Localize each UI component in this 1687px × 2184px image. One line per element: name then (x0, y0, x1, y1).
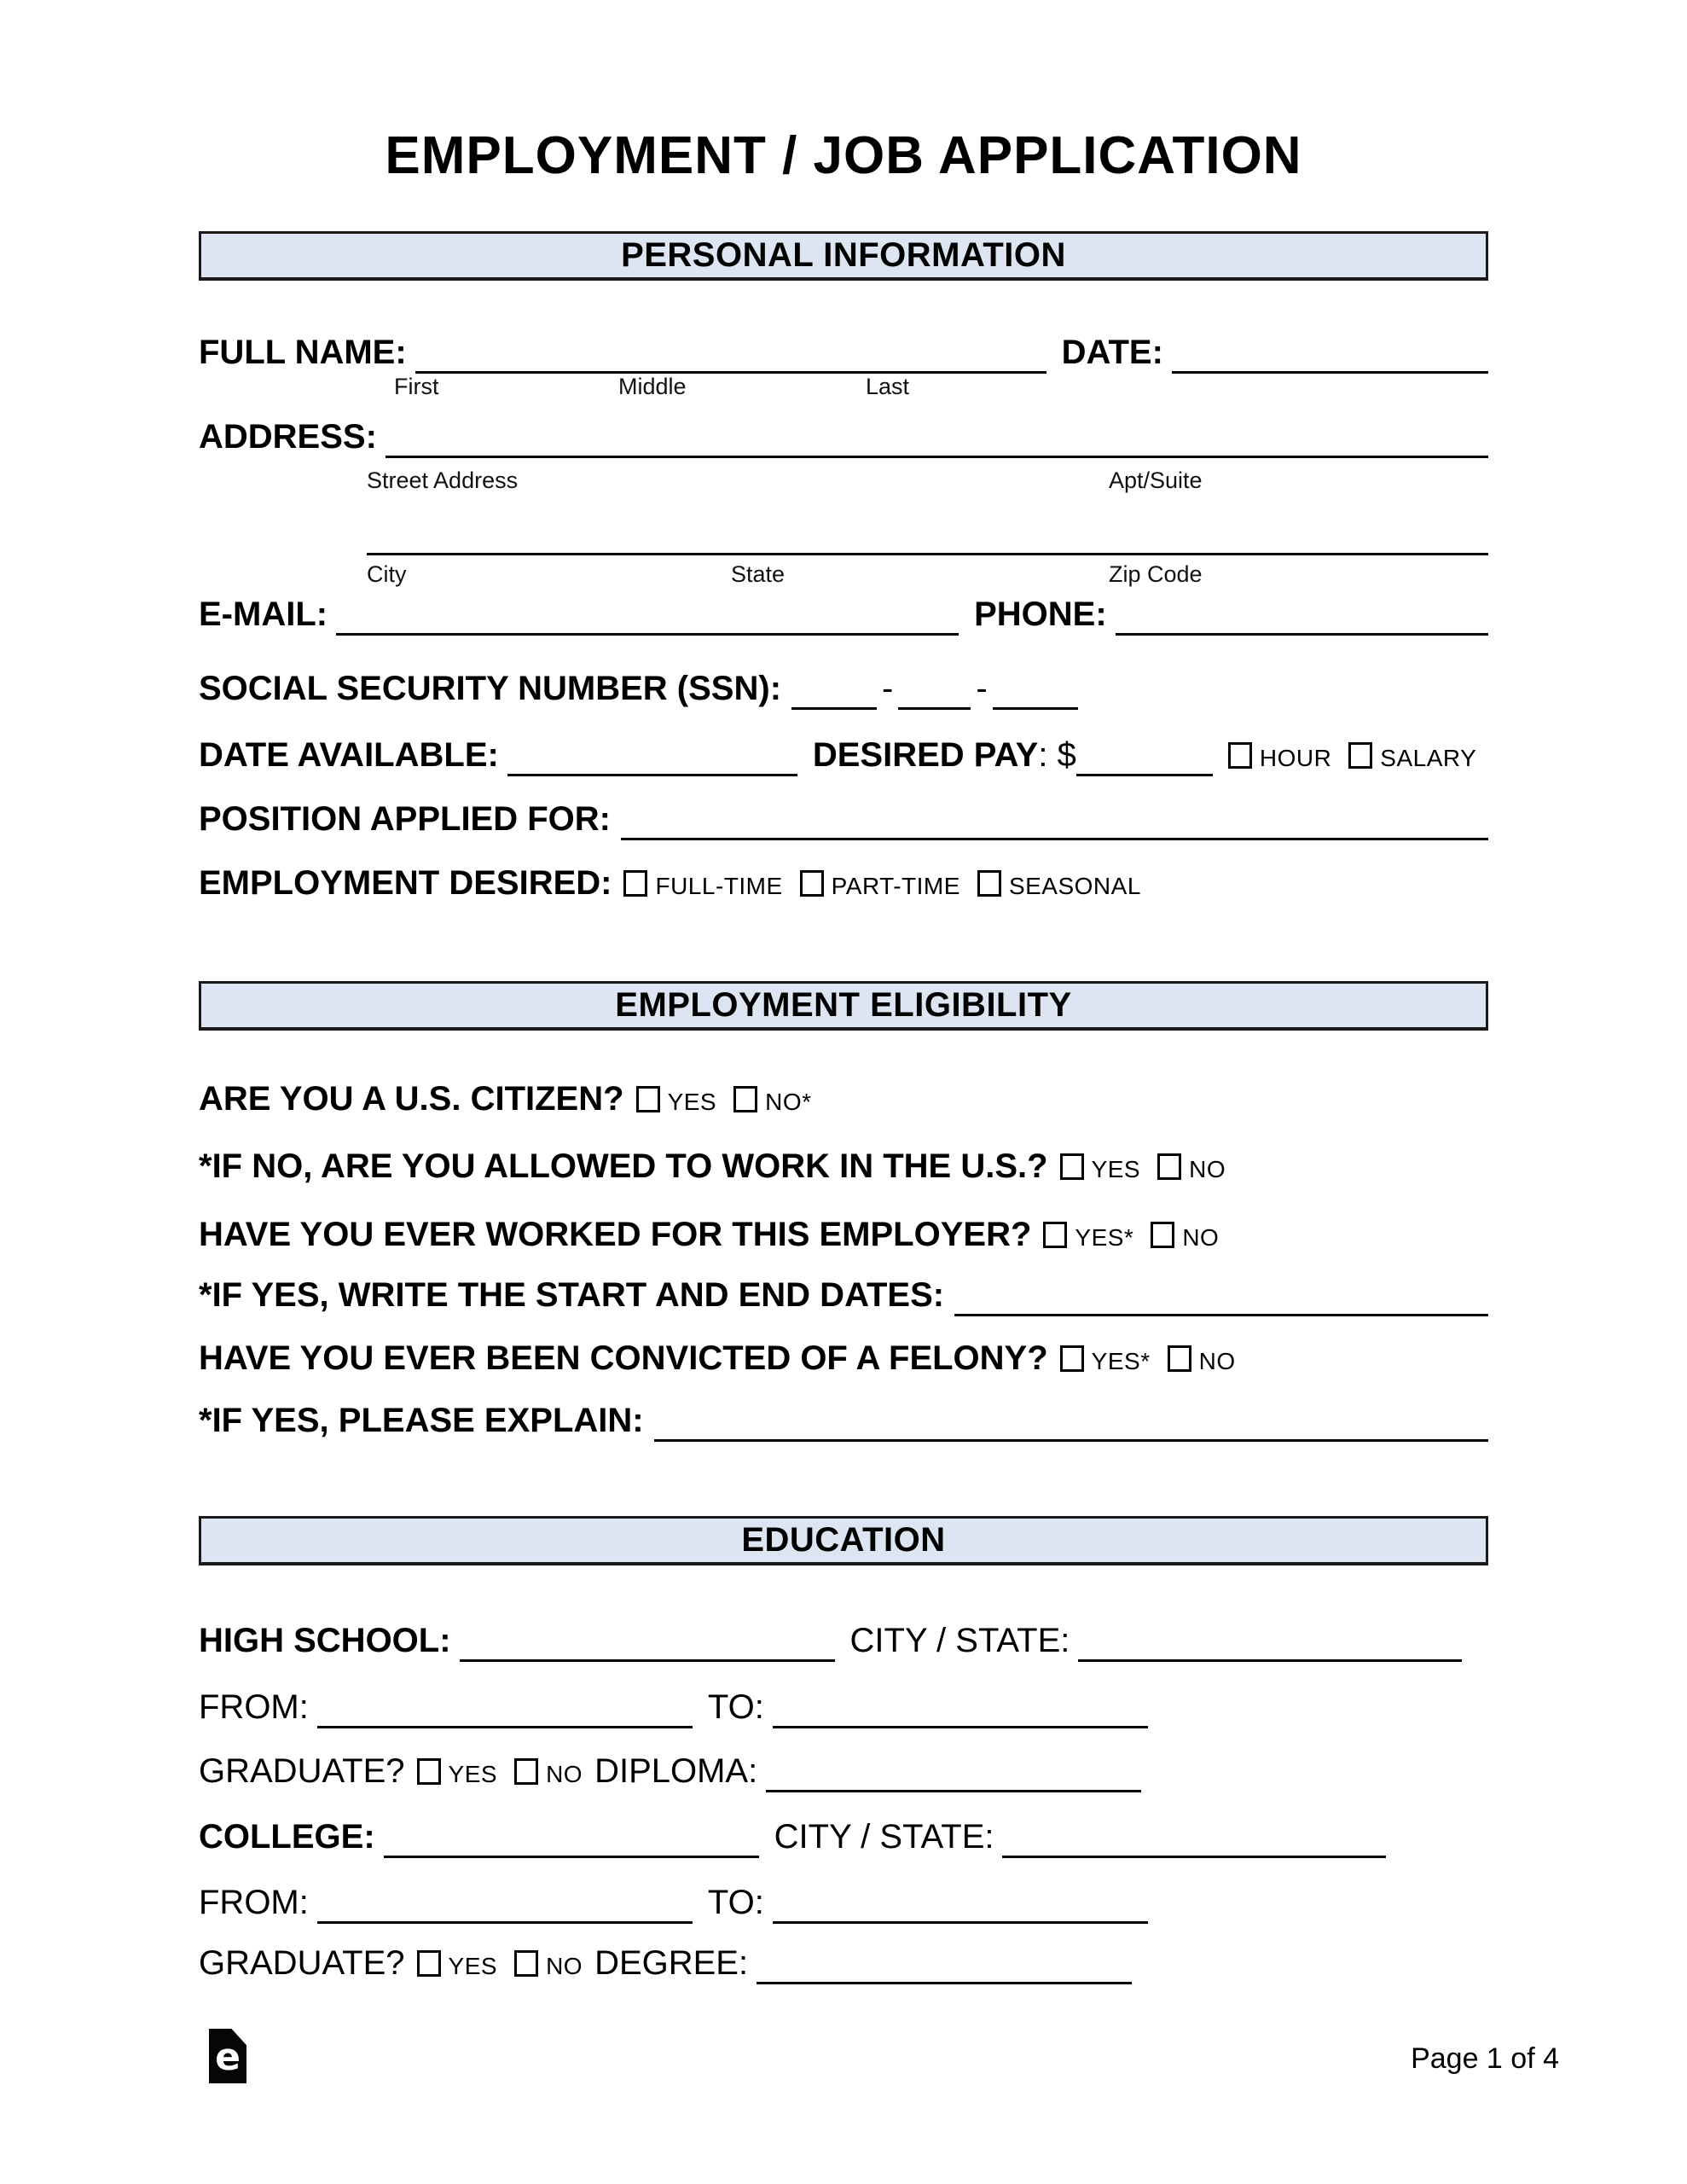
zip-code-sublabel: Zip Code (1109, 561, 1203, 587)
high-school-row (199, 1623, 1488, 1658)
hs-graduate-yes-label: YES (448, 1761, 498, 1787)
date-available-label: DATE AVAILABLE: (199, 736, 499, 774)
high-school-label: HIGH SCHOOL: (199, 1622, 451, 1659)
state-sublabel: State (731, 561, 786, 587)
citizen-question-row (199, 1082, 1488, 1116)
degree-input-line[interactable] (757, 1982, 1132, 1984)
hour-option-label: HOUR (1259, 745, 1332, 771)
apt-suite-sublabel: Apt/Suite (1109, 468, 1203, 493)
checkbox-felony-no[interactable] (1168, 1345, 1191, 1372)
checkbox-seasonal[interactable] (977, 870, 1001, 897)
college-graduate-no-label: NO (546, 1953, 583, 1979)
address-label: ADDRESS: (199, 418, 377, 456)
checkbox-part-time[interactable] (800, 870, 824, 897)
college-graduate-label: GRADUATE? (199, 1944, 405, 1982)
allowed-to-work-question-label: *IF NO, ARE YOU ALLOWED TO WORK IN THE U.S.? (199, 1147, 1048, 1185)
checkbox-citizen-yes[interactable] (636, 1086, 660, 1112)
checkbox-allowed-yes[interactable] (1060, 1153, 1084, 1180)
email-label: E-MAIL: (199, 595, 328, 633)
eforms-logo-letter: e (215, 2036, 241, 2079)
employment-desired-label: EMPLOYMENT DESIRED: (199, 864, 612, 902)
diploma-label: DIPLOMA: (594, 1752, 758, 1790)
ssn-part2-input-line[interactable] (898, 707, 971, 710)
felony-no-label: NO (1198, 1348, 1236, 1374)
page-number: Page 1 of 4 (1411, 2042, 1559, 2075)
checkbox-felony-yes[interactable] (1060, 1345, 1084, 1372)
start-end-dates-row (199, 1278, 1488, 1312)
ssn-part3-input-line[interactable] (993, 707, 1078, 710)
degree-label: DEGREE: (594, 1944, 749, 1982)
position-applied-label: POSITION APPLIED FOR: (199, 800, 611, 838)
allowed-no-label: NO (1189, 1156, 1226, 1182)
first-sublabel: First (394, 374, 439, 399)
hs-city-state-label: CITY / STATE: (849, 1622, 1070, 1659)
checkbox-hs-graduate-no[interactable] (514, 1758, 538, 1785)
hs-graduate-no-label: NO (546, 1761, 583, 1787)
desired-pay-label: DESIRED PAY (812, 736, 1039, 774)
checkbox-salary[interactable] (1348, 742, 1372, 769)
section-header-education-label: EDUCATION (741, 1521, 946, 1559)
allowed-to-work-question-row (199, 1149, 1488, 1183)
college-from-label: FROM: (199, 1884, 309, 1921)
college-city-state-label: CITY / STATE: (774, 1818, 994, 1856)
full-name-input-line[interactable] (415, 371, 1046, 374)
hs-from-label: FROM: (199, 1688, 309, 1726)
checkbox-allowed-no[interactable] (1157, 1153, 1181, 1180)
employment-desired-row (199, 866, 1488, 900)
section-header-employment-eligibility-label: EMPLOYMENT ELIGIBILITY (615, 986, 1072, 1024)
full-time-option-label: FULL-TIME (655, 873, 783, 899)
date-label: DATE: (1061, 334, 1163, 371)
hs-from-input-line[interactable] (317, 1726, 693, 1728)
page-title: EMPLOYMENT / JOB APPLICATION (385, 126, 1302, 185)
checkbox-citizen-no[interactable] (733, 1086, 757, 1112)
ssn-row (199, 671, 1488, 706)
college-from-input-line[interactable] (317, 1921, 693, 1924)
college-row (199, 1820, 1488, 1854)
felony-explain-label: *IF YES, PLEASE EXPLAIN: (199, 1402, 644, 1439)
college-input-line[interactable] (384, 1856, 759, 1858)
college-graduate-yes-label: YES (448, 1953, 498, 1979)
checkbox-college-graduate-no[interactable] (514, 1950, 538, 1977)
ssn-dash-2: - (976, 670, 988, 707)
seasonal-option-label: SEASONAL (1008, 873, 1141, 899)
hs-city-state-input-line[interactable] (1078, 1659, 1462, 1662)
citizen-no-label: NO* (765, 1089, 812, 1115)
checkbox-college-graduate-yes[interactable] (417, 1950, 441, 1977)
checkbox-hour[interactable] (1228, 742, 1252, 769)
hs-to-label: TO: (707, 1688, 764, 1726)
checkbox-hs-graduate-yes[interactable] (417, 1758, 441, 1785)
citizen-question-label: ARE YOU A U.S. CITIZEN? (199, 1080, 624, 1118)
worked-before-question-label: HAVE YOU EVER WORKED FOR THIS EMPLOYER? (199, 1216, 1032, 1253)
worked-yes-label: YES* (1075, 1224, 1134, 1251)
position-applied-input-line[interactable] (621, 838, 1488, 840)
worked-before-question-row (199, 1217, 1488, 1252)
phone-input-line[interactable] (1116, 633, 1488, 636)
date-available-pay-row (199, 738, 1488, 772)
city-state-zip-input-line[interactable] (367, 553, 1488, 555)
felony-question-row (199, 1341, 1488, 1375)
hs-to-input-line[interactable] (773, 1726, 1148, 1728)
high-school-graduate-row (199, 1754, 1488, 1788)
email-phone-row (199, 597, 1488, 631)
felony-explain-input-line[interactable] (654, 1439, 1488, 1442)
college-to-input-line[interactable] (773, 1921, 1148, 1924)
date-available-input-line[interactable] (507, 774, 797, 776)
high-school-dates-row (199, 1690, 1488, 1724)
checkbox-full-time[interactable] (623, 870, 647, 897)
street-address-sublabel: Street Address (367, 468, 519, 493)
felony-explain-row (199, 1403, 1488, 1438)
section-header-employment-eligibility (199, 981, 1488, 1031)
full-name-label: FULL NAME: (199, 334, 407, 371)
section-header-personal-information-label: PERSONAL INFORMATION (621, 236, 1066, 274)
ssn-dash-1: - (882, 670, 894, 707)
worked-no-label: NO (1182, 1224, 1220, 1251)
position-applied-row (199, 802, 1488, 836)
college-to-label: TO: (707, 1884, 764, 1921)
start-end-dates-label: *IF YES, WRITE THE START AND END DATES: (199, 1276, 945, 1314)
email-input-line[interactable] (336, 633, 959, 636)
city-sublabel: City (367, 561, 407, 587)
date-input-line[interactable] (1172, 371, 1488, 374)
felony-question-label: HAVE YOU EVER BEEN CONVICTED OF A FELONY? (199, 1339, 1048, 1377)
high-school-input-line[interactable] (460, 1659, 835, 1662)
desired-pay-suffix: : $ (1038, 736, 1076, 774)
college-graduate-row (199, 1946, 1488, 1980)
start-end-dates-input-line[interactable] (954, 1314, 1488, 1316)
hs-graduate-label: GRADUATE? (199, 1752, 405, 1790)
ssn-label: SOCIAL SECURITY NUMBER (SSN): (199, 670, 782, 707)
ssn-part1-input-line[interactable] (791, 707, 877, 710)
salary-option-label: SALARY (1380, 745, 1477, 771)
part-time-option-label: PART-TIME (831, 873, 960, 899)
diploma-input-line[interactable] (766, 1790, 1141, 1792)
checkbox-worked-no[interactable] (1151, 1222, 1174, 1248)
college-city-state-input-line[interactable] (1002, 1856, 1386, 1858)
middle-sublabel: Middle (618, 374, 687, 399)
last-sublabel: Last (866, 374, 910, 399)
desired-pay-input-line[interactable] (1076, 774, 1213, 776)
checkbox-worked-yes[interactable] (1043, 1222, 1067, 1248)
section-header-personal-information (199, 231, 1488, 281)
felony-yes-label: YES* (1091, 1348, 1151, 1374)
college-dates-row (199, 1885, 1488, 1920)
section-header-education (199, 1516, 1488, 1565)
college-label: COLLEGE: (199, 1818, 375, 1856)
phone-label: PHONE: (974, 595, 1107, 633)
citizen-yes-label: YES (667, 1089, 717, 1115)
full-name-row (199, 335, 1488, 369)
allowed-yes-label: YES (1091, 1156, 1141, 1182)
address-row (199, 420, 1488, 454)
street-address-input-line[interactable] (386, 456, 1488, 458)
eforms-logo (209, 2029, 246, 2083)
